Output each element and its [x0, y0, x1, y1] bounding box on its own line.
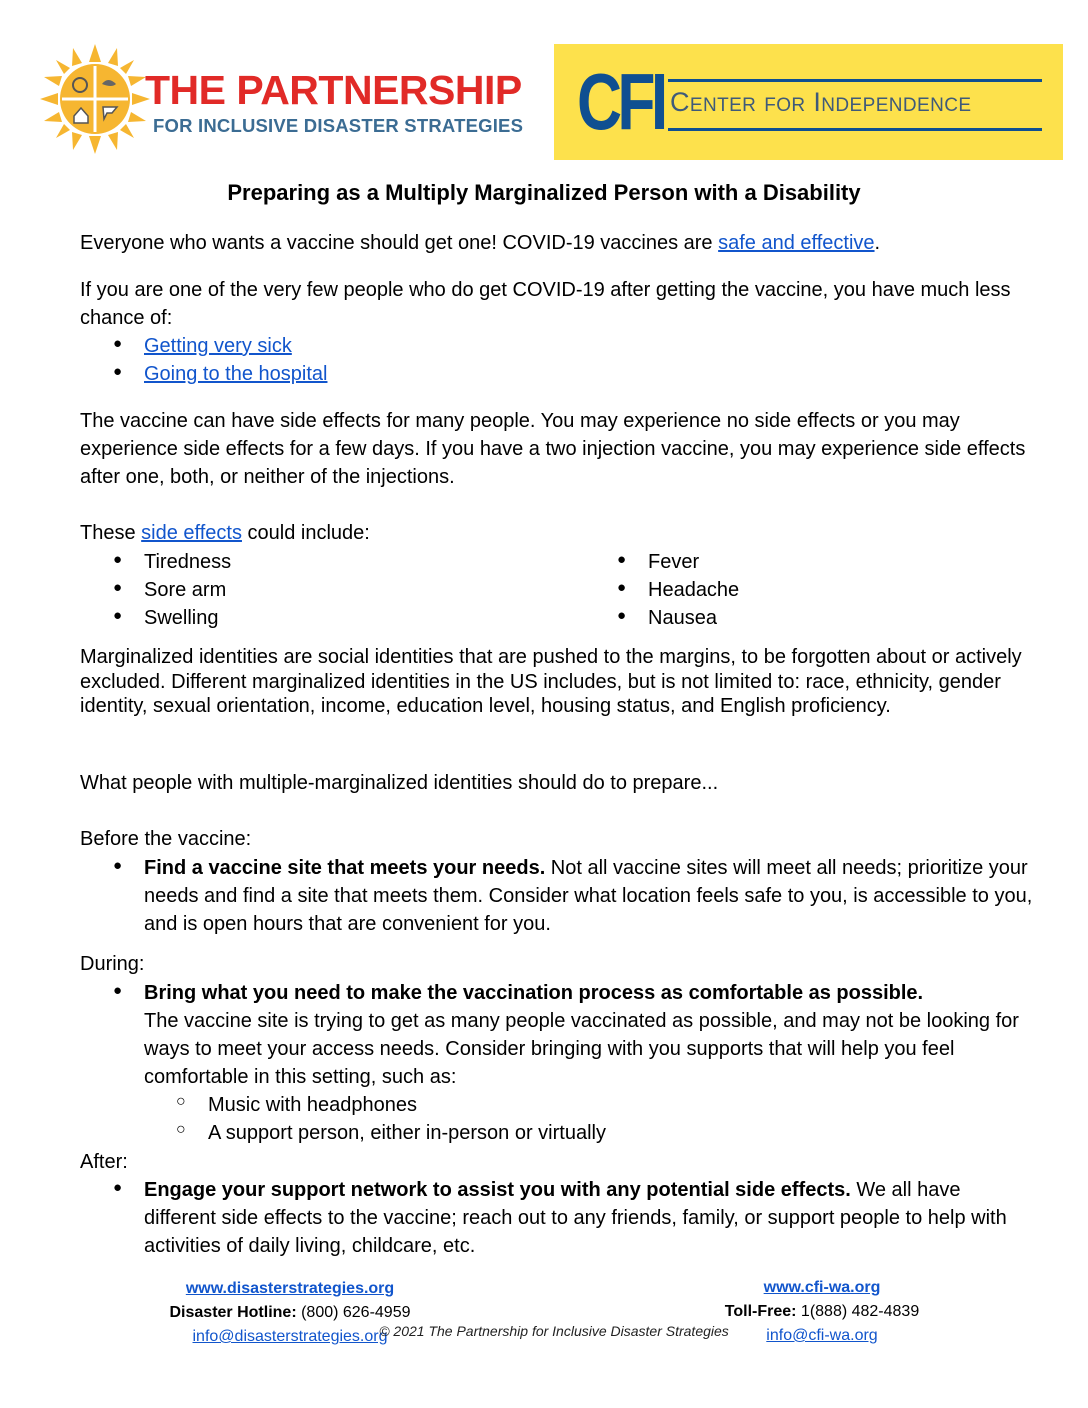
bullet: ●	[113, 857, 123, 874]
bullet: ●	[113, 1179, 123, 1196]
before-heading: Before the vaccine:	[80, 828, 252, 850]
during-item	[144, 979, 1034, 1091]
bullet: ●	[617, 607, 627, 624]
support-item: Music with headphones	[208, 1094, 418, 1116]
copyright: © 2021 The Partnership for Inclusive Disaster Strategies	[379, 1323, 729, 1339]
side-effects-after: could include:	[241, 522, 370, 544]
hotline-label: Disaster Hotline:	[169, 1304, 297, 1321]
bullet: ●	[113, 551, 123, 568]
during-text: The vaccine site is trying to get as many people vaccinated as possible, and may not be looking for ways to meet your access needs. Consider bringing with you supports that will help you feel comfortable in this setting, such as:	[144, 1010, 1019, 1088]
after-bold: Engage your support network to assist you with any potential side effects.	[144, 1179, 851, 1201]
side-effects-link[interactable]: side effects	[141, 522, 242, 544]
before-item	[144, 854, 1034, 938]
intro-period: .	[874, 232, 881, 254]
during-bold: Bring what you need to make the vaccination process as comfortable as possible.	[144, 982, 924, 1004]
support-item: A support person, either in-person or virtually	[208, 1122, 606, 1144]
side-effect-item: Sore arm	[144, 579, 227, 601]
sub-bullet: ○	[176, 1121, 186, 1138]
breakthrough-paragraph: If you are one of the very few people who do get COVID-19 after getting the vaccine, you have much less chance of:	[80, 279, 1011, 329]
intro-text: Everyone who wants a vaccine should get one! COVID-19 vaccines are	[80, 232, 719, 254]
before-text: Not all vaccine sites will meet all needs; prioritize your needs and find a site that meets them. Consider what location feels safe to you, is accessible to you, and is open hours that are convenient for you.	[144, 857, 1033, 935]
safe-effective-link[interactable]: safe and effective	[718, 232, 875, 254]
side-effects-paragraph: The vaccine can have side effects for many people. You may experience no side effects or you may experience side effects for a few days. If you have a two injection vaccine, you may experience side effects after one, both, or neither of the injections.	[80, 410, 1026, 488]
side-effect-item: Tiredness	[144, 551, 232, 573]
marginalized-paragraph: Marginalized identities are social identities that are pushed to the margins, to be forgotten about or actively excluded. Different marginalized identities in the US includes, but is not limited to: race, ethnicity, gender identity, sexual orientation, income, education level, housing status, and English proficiency.	[80, 646, 1022, 717]
prepare-intro: What people with multiple-marginalized identities should do to prepare...	[80, 772, 719, 794]
org-tagline: FOR INCLUSIVE DISASTER STRATEGIES	[153, 115, 524, 136]
side-effect-item: Swelling	[144, 607, 219, 629]
tollfree-number: 1(888) 482-4839	[796, 1303, 920, 1320]
bullet: ●	[113, 335, 123, 352]
going-to-hospital-link[interactable]: Going to the hospital	[144, 363, 328, 385]
side-effect-item: Headache	[648, 579, 740, 601]
side-effects-intro	[80, 519, 1040, 547]
before-bold: Find a vaccine site that meets your needs.	[144, 857, 546, 879]
cfi-email-link[interactable]: info@cfi-wa.org	[766, 1327, 878, 1344]
bullet: ●	[113, 363, 123, 380]
sub-bullet: ○	[176, 1093, 186, 1110]
side-effect-item: Fever	[648, 551, 700, 573]
after-text: We all have different side effects to the vaccine; reach out to any friends, family, or support people to help with activities of daily living, childcare, etc.	[144, 1179, 1007, 1257]
tollfree	[672, 1300, 972, 1324]
bullet: ●	[617, 551, 627, 568]
side-effects-before: These	[80, 522, 142, 544]
after-heading: After:	[80, 1151, 128, 1173]
intro-paragraph	[80, 229, 1040, 257]
bullet: ●	[113, 982, 123, 999]
during-heading: During:	[80, 953, 145, 975]
hotline-number: (800) 626-4959	[296, 1304, 411, 1321]
cfi-letters: CFI	[577, 57, 664, 146]
disasterstrategies-email-link[interactable]: info@disasterstrategies.org	[192, 1328, 388, 1345]
getting-very-sick-link[interactable]: Getting very sick	[144, 335, 292, 357]
after-item	[144, 1176, 1034, 1260]
side-effect-item: Nausea	[648, 607, 717, 629]
bullet: ●	[617, 579, 627, 596]
bullet: ●	[113, 607, 123, 624]
org-name: THE PARTNERSHIP	[145, 67, 522, 113]
cfi-bottom-rule	[668, 128, 1042, 131]
hotline	[140, 1301, 440, 1325]
bullet: ●	[113, 579, 123, 596]
cfi-top-rule	[668, 79, 1042, 82]
disasterstrategies-website-link[interactable]: www.disasterstrategies.org	[185, 1280, 395, 1297]
page-title: Preparing as a Multiply Marginalized Person with a Disability	[227, 180, 861, 205]
cfi-website-link[interactable]: www.cfi-wa.org	[763, 1279, 881, 1296]
tollfree-label: Toll-Free:	[724, 1303, 797, 1320]
cfi-name: Center for Independence	[670, 87, 972, 117]
sun-logo-icon	[40, 44, 150, 154]
